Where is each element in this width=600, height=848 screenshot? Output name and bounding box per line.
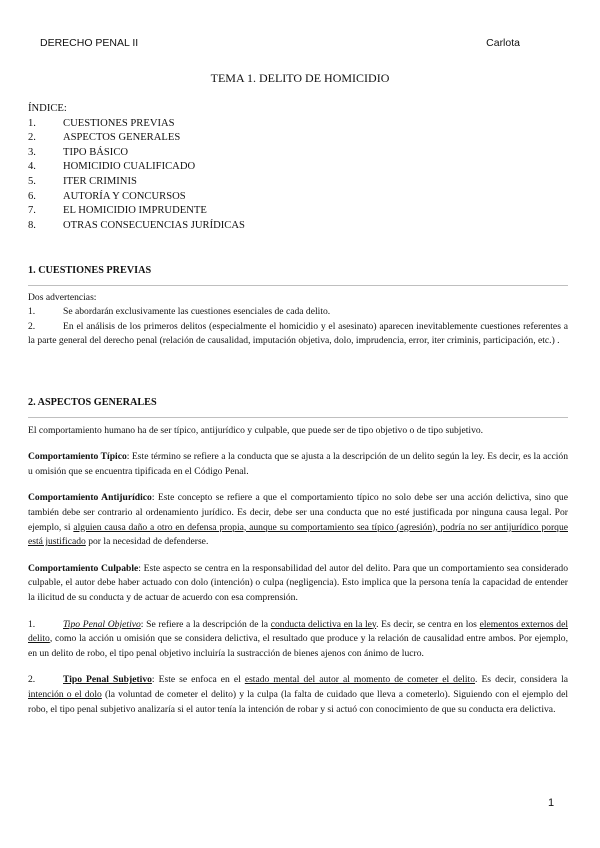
- term: Comportamiento Culpable: [28, 562, 139, 574]
- term: Tipo Penal Subjetivo: [63, 674, 152, 686]
- document-title: TEMA 1. DELITO DE HOMICIDIO: [210, 71, 390, 85]
- paragraph-comportamiento-tipico: Comportamiento Típico: Este término se refiere a la conducta que se ajusta a la descripción de un delito según la ley. Es decir, es la acción u omisión que se encuentra tipificada en el Código Penal.: [28, 451, 568, 477]
- section-divider: [28, 417, 568, 418]
- toc-item: 4. HOMICIDIO CUALIFICADO: [28, 161, 196, 173]
- section-heading: 1. CUESTIONES PREVIAS: [28, 265, 152, 276]
- term: Tipo Penal Objetivo: [63, 618, 141, 630]
- toc-item: 6. AUTORÍA Y CONCURSOS: [28, 190, 186, 202]
- paragraph-tipo-objetivo: 1. Tipo Penal Objetivo: Se refiere a la descripción de la conducta delictiva en la ley. Es decir, se centra en los elementos externos del delito, como la acción u omisión que se considera delictiva, el resultado que produce y la relación de causalidad entre ambos. Por ejemplo, en un delito de robo, el tipo penal objetivo incluiría la sustracción de bienes ajenos con ánimo de lucro.: [28, 618, 569, 659]
- index-label: ÍNDICE:: [28, 103, 67, 114]
- section-heading: 2. ASPECTOS GENERALES: [28, 397, 157, 408]
- toc-item: 7. EL HOMICIDIO IMPRUDENTE: [28, 205, 207, 217]
- section-divider: [28, 285, 568, 286]
- table-of-contents: [28, 102, 245, 233]
- toc-item: 5. ITER CRIMINIS: [28, 175, 137, 187]
- section-aspectos-generales: [28, 396, 568, 717]
- toc-list: [28, 117, 245, 234]
- page-number: 1: [548, 797, 555, 809]
- paragraph: Dos advertencias:: [28, 291, 97, 303]
- toc-item: 2. ASPECTOS GENERALES: [28, 132, 181, 144]
- term: Comportamiento Antijurídico: [28, 492, 152, 504]
- header-course: DERECHO PENAL II: [40, 37, 139, 49]
- header-author: Carlota: [486, 37, 520, 49]
- list-item: 2. En el análisis de los primeros delitos (especialmente el homicidio y el asesinato) aparecen inevitablemente cuestiones referentes a la parte general del derecho penal (relación de causalidad, imputación objetiva, dolo, imprudencia, error, iter criminis, participación, etc.) .: [28, 320, 568, 347]
- toc-item: 8. OTRAS CONSECUENCIAS JURÍDICAS: [28, 219, 245, 231]
- section-cuestiones-previas: [28, 264, 568, 349]
- toc-item: 1. CUESTIONES PREVIAS: [28, 117, 175, 129]
- toc-item: 3. TIPO BÁSICO: [28, 146, 129, 158]
- paragraph-comportamiento-culpable: Comportamiento Culpable: Este aspecto se centra en la responsabilidad del autor del delito. Para que un comportamiento sea considerado culpable, el autor debe haber actuado con dolo (intención) o culpa (negligencia). Esto implica que la persona tenía la capacidad de entender la ilicitud de su conducta y de actuar de acuerdo con esa comprensión.: [28, 562, 568, 603]
- list-item: 1. Se abordarán exclusivamente las cuestiones esenciales de cada delito.: [28, 306, 331, 318]
- paragraph: El comportamiento humano ha de ser típico, antijurídico y culpable, que puede ser de tipo objetivo o de tipo subjetivo.: [28, 424, 484, 436]
- paragraph-comportamiento-antijuridico: Comportamiento Antijurídico: Este concepto se refiere a que el comportamiento típico no solo debe ser una acción delictiva, sino que también debe ser contrario al ordenamiento jurídico. Es decir, debe ser una conducta que no esté justificada por ninguna causa legal. Por ejemplo, si alguien causa daño a otro en defensa propia, aunque su comportamiento sea típico (agresión), podría no ser antijurídico porque está justificado por la necesidad de defenderse.: [28, 492, 568, 548]
- term: Comportamiento Típico: [28, 451, 127, 463]
- paragraph-tipo-subjetivo: 2. Tipo Penal Subjetivo: Este se enfoca en el estado mental del autor al momento de cometer el delito. Es decir, considera la intención o el dolo (la voluntad de cometer el delito) y la culpa (la falta de cuidado que lleva a cometerlo). Siguiendo con el ejemplo del robo, el tipo penal subjetivo analizaría si el autor tenía la intención de robar y si actuó con conocimiento de que su conducta era delictiva.: [28, 674, 568, 715]
